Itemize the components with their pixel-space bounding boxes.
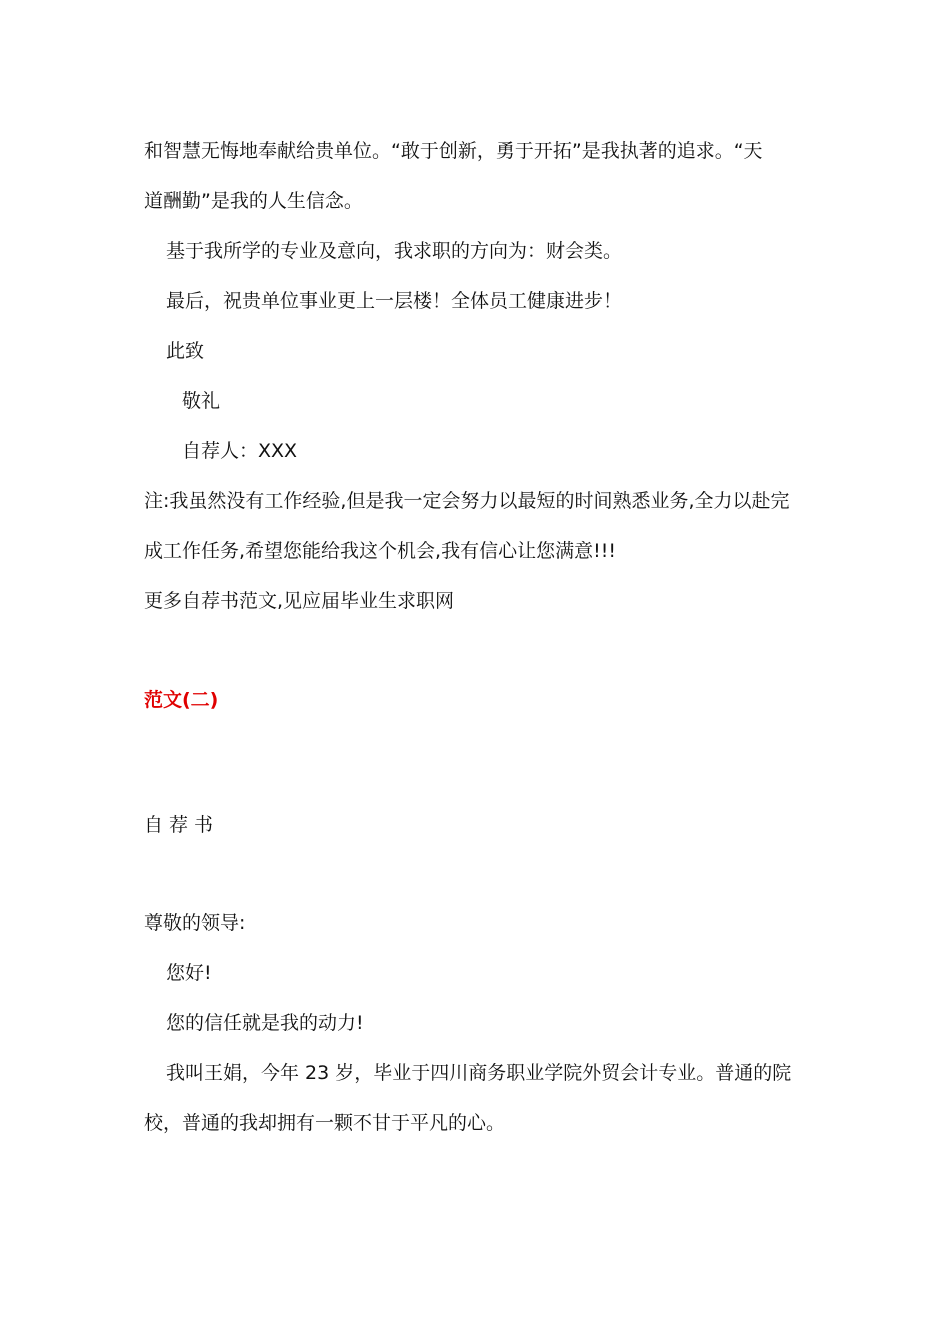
- salutation: 尊敬的领导:: [144, 912, 246, 934]
- paragraph-line: 基于我所学的专业及意向，我求职的方向为：财会类。: [166, 240, 623, 262]
- closing-salute: 敬礼: [182, 390, 221, 412]
- greeting-line: 您好!: [166, 962, 212, 984]
- paragraph-line: 道酬勤”是我的人生信念。: [144, 190, 363, 212]
- section-heading: 范文(二): [144, 689, 219, 711]
- signature-line: 自荐人：XXX: [182, 440, 298, 462]
- paragraph-line: 校，普通的我却拥有一颗不甘于平凡的心。: [144, 1112, 506, 1134]
- paragraph-line: 最后，祝贵单位事业更上一层楼！全体员工健康进步！: [166, 290, 623, 312]
- closing-phrase: 此致: [166, 340, 205, 362]
- paragraph-line: 和智慧无悔地奉献给贵单位。“敢于创新，勇于开拓”是我执著的追求。“天: [144, 140, 763, 162]
- letter-title: 自荐书: [144, 814, 220, 836]
- note-line: 成工作任务,希望您能给我这个机会,我有信心让您满意!!!: [144, 540, 616, 562]
- paragraph-line: 您的信任就是我的动力!: [166, 1012, 364, 1034]
- paragraph-line: 我叫王娟，今年 23 岁，毕业于四川商务职业学院外贸会计专业。普通的院: [166, 1062, 792, 1084]
- more-samples-line: 更多自荐书范文,见应届毕业生求职网: [144, 590, 455, 612]
- note-line: 注:我虽然没有工作经验,但是我一定会努力以最短的时间熟悉业务,全力以赴完: [144, 490, 790, 512]
